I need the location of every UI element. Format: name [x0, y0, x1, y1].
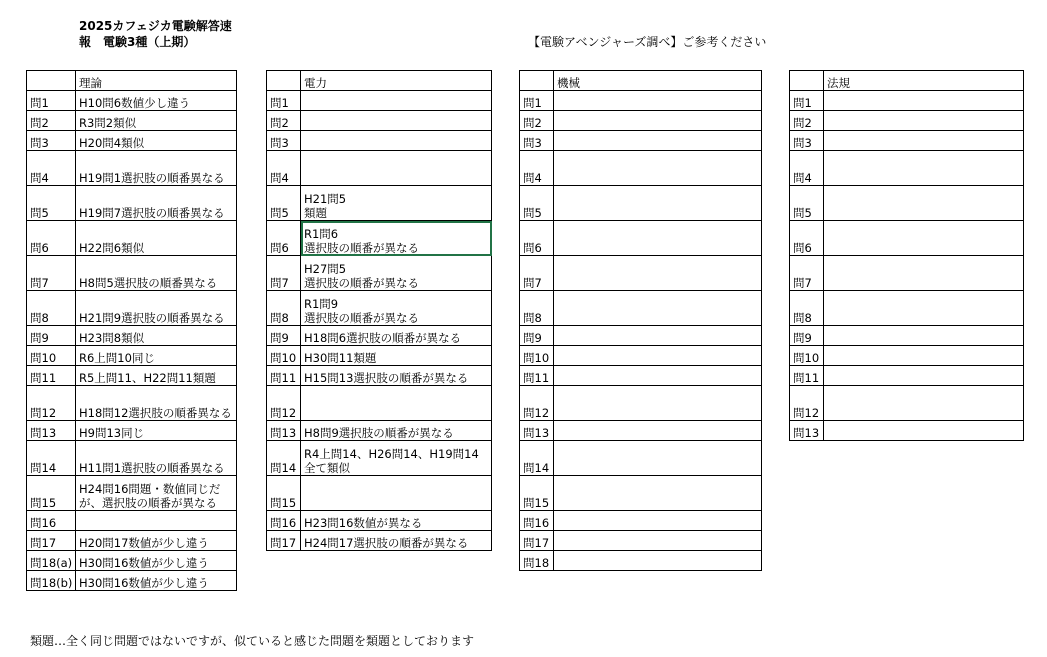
question-cell[interactable]: 問11 [267, 366, 301, 386]
question-cell[interactable]: 問15 [27, 476, 76, 511]
note-cell[interactable] [554, 131, 762, 151]
note-cell[interactable] [554, 256, 762, 291]
note-cell[interactable]: H19問1選択肢の順番異なる [76, 151, 237, 186]
question-cell[interactable]: 問4 [520, 151, 554, 186]
note-cell[interactable] [554, 551, 762, 571]
note-cell[interactable]: H15問13選択肢の順番が異なる [301, 366, 492, 386]
question-cell[interactable]: 問5 [27, 186, 76, 221]
table-row [520, 531, 762, 551]
question-cell[interactable]: 問2 [267, 111, 301, 131]
table-row [520, 256, 762, 291]
question-cell[interactable]: 問16 [267, 511, 301, 531]
note-cell[interactable]: R4上問14、H26問14、H19問14 全て類似 [301, 441, 492, 476]
note-cell[interactable]: R3問2類似 [76, 111, 237, 131]
table-row [27, 326, 237, 346]
table-row [790, 421, 1024, 441]
note-cell[interactable] [554, 346, 762, 366]
note-cell[interactable] [824, 111, 1024, 131]
question-cell[interactable]: 問14 [520, 441, 554, 476]
note-cell[interactable]: H21問9選択肢の順番異なる [76, 291, 237, 326]
note-cell[interactable] [824, 366, 1024, 386]
note-cell[interactable]: H11問1選択肢の順番異なる [76, 441, 237, 476]
header-empty-cell[interactable] [267, 71, 301, 91]
question-cell[interactable]: 問15 [267, 476, 301, 511]
table-row [27, 186, 237, 221]
question-cell[interactable]: 問5 [267, 186, 301, 221]
table-row [520, 221, 762, 256]
note-cell[interactable]: H30問16数値が少し違う [76, 571, 237, 591]
note-cell[interactable] [301, 91, 492, 111]
note-cell[interactable]: H30問11類題 [301, 346, 492, 366]
note-cell[interactable] [76, 511, 237, 531]
subject-header[interactable]: 法規 [824, 71, 1024, 91]
note-cell[interactable] [301, 476, 492, 511]
question-cell[interactable]: 問6 [790, 221, 824, 256]
note-cell[interactable]: H18問12選択肢の順番異なる [76, 386, 237, 421]
table-row [267, 256, 492, 291]
note-cell[interactable]: R1問6 選択肢の順番が異なる [301, 221, 492, 256]
question-cell[interactable]: 問5 [790, 186, 824, 221]
note-cell[interactable]: H24問16問題・数値同じだが、選択肢の順番が異なる [76, 476, 237, 511]
question-cell[interactable]: 問14 [267, 441, 301, 476]
source-note: 【電験アベンジャーズ調べ】ご参考ください [528, 35, 767, 49]
table-row [27, 386, 237, 421]
header-row [520, 71, 762, 91]
title-line-1: 2025カフェジカ電験解答速 [79, 19, 232, 33]
subject-header[interactable]: 理論 [76, 71, 237, 91]
table-row [520, 91, 762, 111]
table-row [267, 366, 492, 386]
table-row [27, 91, 237, 111]
question-cell[interactable]: 問9 [267, 326, 301, 346]
note-cell[interactable]: H8問9選択肢の順番が異なる [301, 421, 492, 441]
question-cell[interactable]: 問12 [790, 386, 824, 421]
question-cell[interactable]: 問3 [27, 131, 76, 151]
table-row [267, 131, 492, 151]
question-cell[interactable]: 問10 [790, 346, 824, 366]
note-cell[interactable] [554, 511, 762, 531]
note-cell[interactable]: R6上問10同じ [76, 346, 237, 366]
note-cell[interactable] [554, 151, 762, 186]
note-cell[interactable] [824, 151, 1024, 186]
note-cell[interactable]: H30問16数値が少し違う [76, 551, 237, 571]
note-cell[interactable]: H27問5 選択肢の順番が異なる [301, 256, 492, 291]
note-cell[interactable]: H20問4類似 [76, 131, 237, 151]
question-cell[interactable]: 問9 [27, 326, 76, 346]
table-row [27, 151, 237, 186]
note-cell[interactable] [301, 131, 492, 151]
question-cell[interactable]: 問18 [520, 551, 554, 571]
question-cell[interactable]: 問3 [267, 131, 301, 151]
note-cell[interactable] [824, 326, 1024, 346]
note-cell[interactable]: H24問17選択肢の順番が異なる [301, 531, 492, 551]
question-cell[interactable]: 問15 [520, 476, 554, 511]
table-row [520, 111, 762, 131]
question-cell[interactable]: 問13 [27, 421, 76, 441]
question-cell[interactable]: 問13 [520, 421, 554, 441]
note-cell[interactable] [301, 386, 492, 421]
table-row [267, 346, 492, 366]
table-row [520, 441, 762, 476]
table-row [790, 221, 1024, 256]
note-cell[interactable] [824, 91, 1024, 111]
question-cell[interactable]: 問6 [27, 221, 76, 256]
question-cell[interactable]: 問4 [790, 151, 824, 186]
table-row [790, 131, 1024, 151]
table-row [27, 571, 237, 591]
question-cell[interactable]: 問4 [27, 151, 76, 186]
header-empty-cell[interactable] [520, 71, 554, 91]
question-cell[interactable]: 問4 [267, 151, 301, 186]
table-row [27, 421, 237, 441]
question-cell[interactable]: 問7 [520, 256, 554, 291]
table-row [27, 531, 237, 551]
note-cell[interactable]: H23問16数値が異なる [301, 511, 492, 531]
question-cell[interactable]: 問14 [27, 441, 76, 476]
question-cell[interactable]: 問2 [27, 111, 76, 131]
question-cell[interactable]: 問16 [520, 511, 554, 531]
table-riron [26, 70, 237, 591]
question-cell[interactable]: 問1 [267, 91, 301, 111]
question-cell[interactable]: 問10 [520, 346, 554, 366]
table-row [790, 111, 1024, 131]
question-cell[interactable]: 問12 [520, 386, 554, 421]
table-row [267, 511, 492, 531]
header-row [267, 71, 492, 91]
note-cell[interactable] [554, 291, 762, 326]
header-empty-cell[interactable] [27, 71, 76, 91]
header-empty-cell[interactable] [790, 71, 824, 91]
note-cell[interactable] [301, 111, 492, 131]
question-cell[interactable]: 問9 [520, 326, 554, 346]
question-cell[interactable]: 問9 [790, 326, 824, 346]
table-row [267, 221, 492, 256]
note-cell[interactable] [554, 441, 762, 476]
question-cell[interactable]: 問8 [267, 291, 301, 326]
note-cell[interactable]: H8問5選択肢の順番異なる [76, 256, 237, 291]
question-cell[interactable]: 問3 [520, 131, 554, 151]
table-houki [789, 70, 1024, 441]
title-line-2: 報 電験3種（上期） [79, 35, 196, 49]
note-cell[interactable] [554, 221, 762, 256]
table-row [267, 441, 492, 476]
subject-header[interactable]: 電力 [301, 71, 492, 91]
question-cell[interactable]: 問2 [790, 111, 824, 131]
question-cell[interactable]: 問1 [790, 91, 824, 111]
header-row [27, 71, 237, 91]
note-cell[interactable]: H18問6選択肢の順番が異なる [301, 326, 492, 346]
note-cell[interactable] [554, 366, 762, 386]
note-cell[interactable] [824, 421, 1024, 441]
table-kikai [519, 70, 762, 571]
table-row [520, 511, 762, 531]
note-cell[interactable]: H23問8類似 [76, 326, 237, 346]
table-row [520, 346, 762, 366]
table-row [520, 151, 762, 186]
note-cell[interactable] [824, 186, 1024, 221]
table-row [27, 346, 237, 366]
question-cell[interactable]: 問18(b) [27, 571, 76, 591]
sheet-title [79, 18, 232, 50]
table-row [520, 291, 762, 326]
question-cell[interactable]: 問5 [520, 186, 554, 221]
question-cell[interactable]: 問8 [27, 291, 76, 326]
header-row [790, 71, 1024, 91]
table-row [520, 476, 762, 511]
note-cell[interactable] [554, 476, 762, 511]
table-row [27, 291, 237, 326]
note-cell[interactable]: H10問6数値少し違う [76, 91, 237, 111]
note-cell[interactable]: H9問13同じ [76, 421, 237, 441]
question-cell[interactable]: 問17 [27, 531, 76, 551]
note-cell[interactable]: H19問7選択肢の順番異なる [76, 186, 237, 221]
table-row [790, 346, 1024, 366]
question-cell[interactable]: 問7 [27, 256, 76, 291]
question-cell[interactable]: 問2 [520, 111, 554, 131]
question-cell[interactable]: 問1 [27, 91, 76, 111]
table-row [267, 151, 492, 186]
table-row [790, 386, 1024, 421]
note-cell[interactable] [824, 131, 1024, 151]
note-cell[interactable]: H21問5 類題 [301, 186, 492, 221]
question-cell[interactable]: 問17 [267, 531, 301, 551]
table-row [790, 366, 1024, 386]
question-cell[interactable]: 問16 [27, 511, 76, 531]
note-cell[interactable] [824, 221, 1024, 256]
question-cell[interactable]: 問8 [520, 291, 554, 326]
table-row [790, 91, 1024, 111]
question-cell[interactable]: 問3 [790, 131, 824, 151]
table-row [790, 291, 1024, 326]
table-row [27, 441, 237, 476]
table-row [27, 111, 237, 131]
question-cell[interactable]: 問8 [790, 291, 824, 326]
note-cell[interactable] [824, 386, 1024, 421]
note-cell[interactable] [554, 386, 762, 421]
question-cell[interactable]: 問13 [267, 421, 301, 441]
table-row [790, 326, 1024, 346]
question-cell[interactable]: 問11 [520, 366, 554, 386]
subject-header[interactable]: 機械 [554, 71, 762, 91]
question-cell[interactable]: 問17 [520, 531, 554, 551]
table-row [27, 511, 237, 531]
table-row [27, 476, 237, 511]
table-row [520, 366, 762, 386]
table-row [790, 151, 1024, 186]
note-cell[interactable]: R5上問11、H22問11類題 [76, 366, 237, 386]
question-cell[interactable]: 問7 [267, 256, 301, 291]
table-row [520, 421, 762, 441]
note-cell[interactable] [824, 346, 1024, 366]
table-row [27, 256, 237, 291]
question-cell[interactable]: 問12 [27, 386, 76, 421]
table-row [520, 186, 762, 221]
question-cell[interactable]: 問6 [520, 221, 554, 256]
note-cell[interactable] [824, 256, 1024, 291]
table-row [267, 291, 492, 326]
table-row [267, 386, 492, 421]
note-cell[interactable] [554, 111, 762, 131]
note-cell[interactable] [554, 326, 762, 346]
question-cell[interactable]: 問10 [267, 346, 301, 366]
question-cell[interactable]: 問12 [267, 386, 301, 421]
question-cell[interactable]: 問6 [267, 221, 301, 256]
table-row [790, 256, 1024, 291]
table-row [267, 111, 492, 131]
note-cell[interactable] [554, 186, 762, 221]
table-row [27, 221, 237, 256]
table-row [267, 91, 492, 111]
table-row [27, 366, 237, 386]
table-row [520, 131, 762, 151]
note-cell[interactable] [824, 291, 1024, 326]
table-row [267, 326, 492, 346]
table-row [267, 186, 492, 221]
question-cell[interactable]: 問11 [27, 366, 76, 386]
table-row [520, 326, 762, 346]
question-cell[interactable]: 問10 [27, 346, 76, 366]
table-row [27, 131, 237, 151]
question-cell[interactable]: 問7 [790, 256, 824, 291]
note-cell[interactable] [554, 91, 762, 111]
table-row [790, 186, 1024, 221]
note-cell[interactable]: H22問6類似 [76, 221, 237, 256]
table-row [27, 551, 237, 571]
question-cell[interactable]: 問1 [520, 91, 554, 111]
question-cell[interactable]: 問13 [790, 421, 824, 441]
note-cell[interactable] [554, 421, 762, 441]
note-cell[interactable]: H20問17数値が少し違う [76, 531, 237, 551]
table-denryoku [266, 70, 492, 551]
table-row [267, 476, 492, 511]
table-row [267, 421, 492, 441]
table-row [267, 531, 492, 551]
question-cell[interactable]: 問11 [790, 366, 824, 386]
note-cell[interactable]: R1問9 選択肢の順番が異なる [301, 291, 492, 326]
table-row [520, 386, 762, 421]
note-cell[interactable] [554, 531, 762, 551]
note-cell[interactable] [301, 151, 492, 186]
question-cell[interactable]: 問18(a) [27, 551, 76, 571]
table-row [520, 551, 762, 571]
footnote: 類題…全く同じ問題ではないですが、似ていると感じた問題を類題としております [30, 634, 475, 648]
